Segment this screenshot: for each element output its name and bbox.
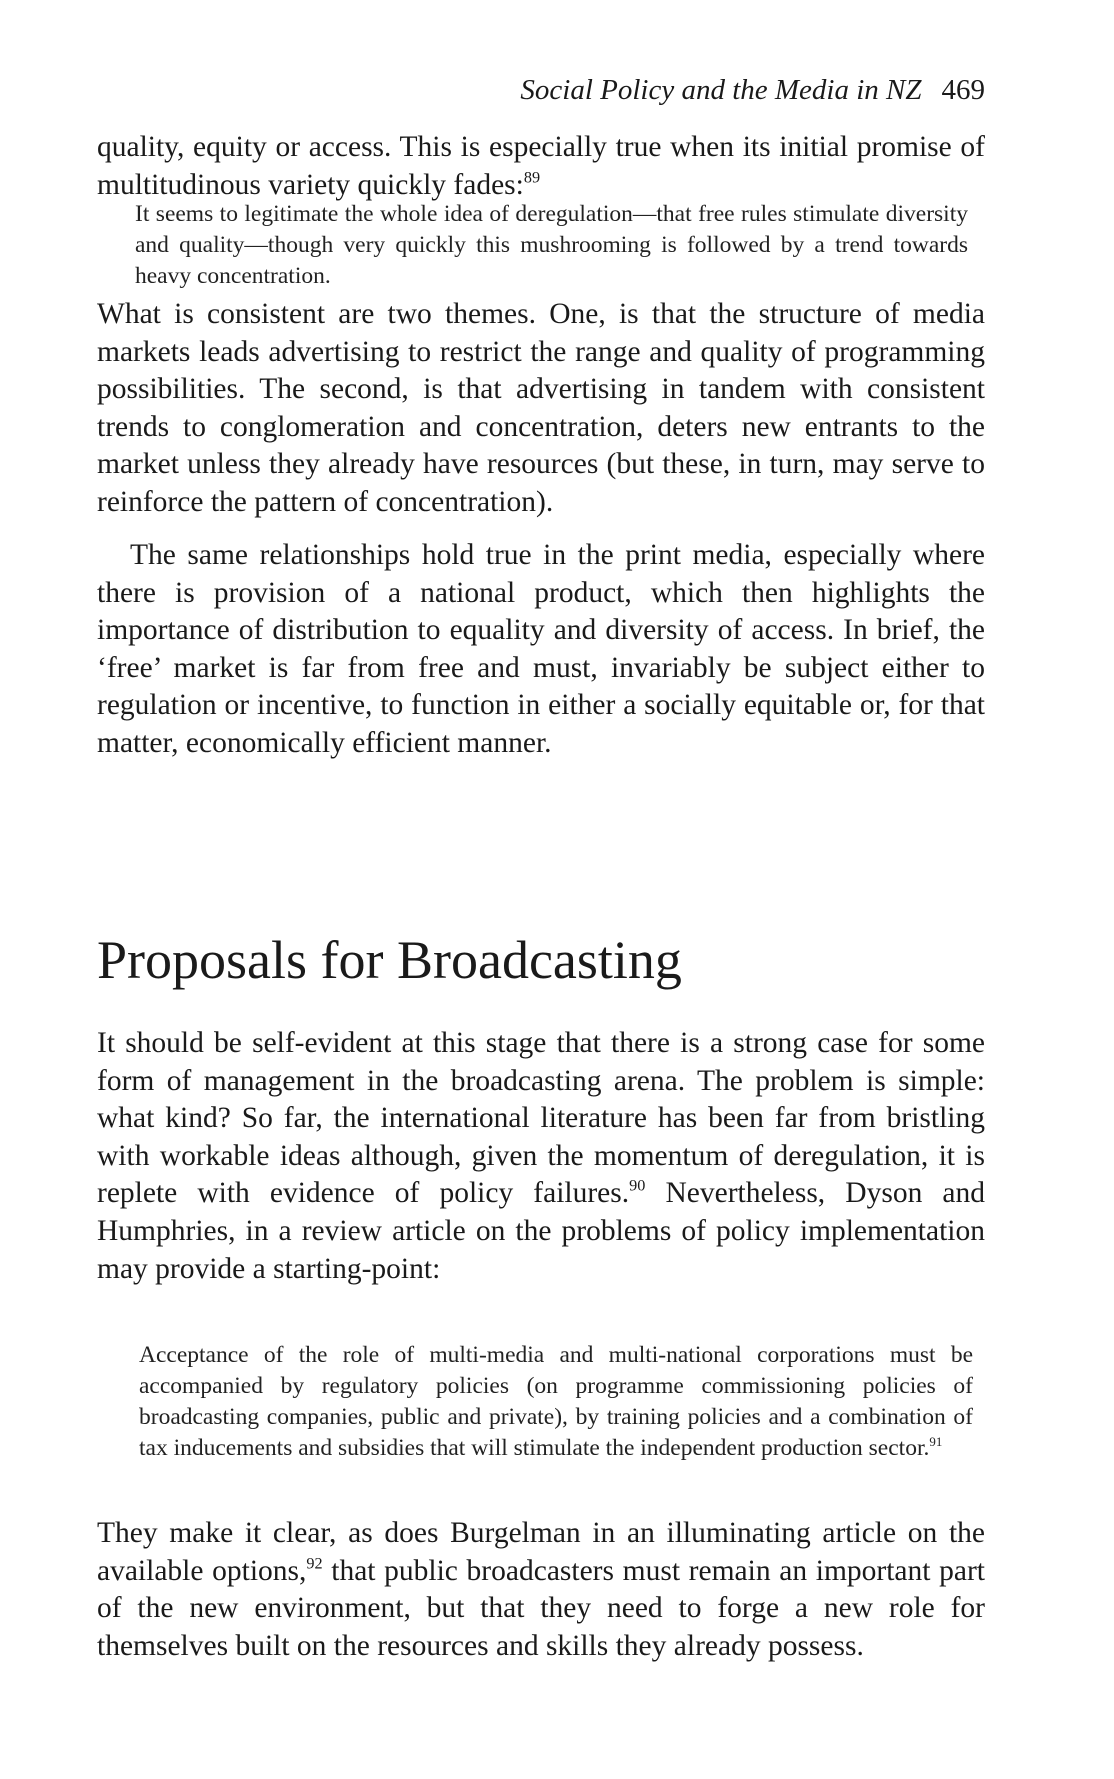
footnote-ref: 90 [629,1177,646,1196]
paragraph-text: quality, equity or access. This is especially true when its initial promise of multitudinous variety quickly fades: [97,131,985,201]
paragraph [97,1515,985,1665]
section-heading: Proposals for Broadcasting [97,930,682,990]
paragraph [97,1025,985,1288]
running-head-title: Social Policy and the Media in NZ [520,74,922,106]
book-page [97,0,985,1779]
paragraph-text-continued: Nevertheless, Dyson and Humphries, in a review article on the problems of policy implementation may provide a starting-point: [97,1177,986,1285]
paragraph-text-continued: that public broadcasters must remain an important part of the new environment, but that they need to forge a new role for themselves built on the resources and skills they already possess. [97,1554,985,1662]
page-number: 469 [941,74,985,106]
paragraph-text: It should be self-evident at this stage that there is a strong case for some form of management in the broadcasting arena. The problem is simple: what kind? So far, the international literature has been far from bristling with workable ideas although, given the momentum of deregulation, it is replete with evidence of policy failures. [97,1027,985,1210]
footnote-ref: 92 [306,1554,323,1573]
paragraph-continued [97,129,985,204]
running-head [520,74,985,107]
paragraph-text: They make it clear, as does Burgelman in an illuminating article on the available options, [97,1517,985,1587]
paragraph [97,296,985,522]
footnote-ref: 91 [929,1433,943,1449]
quote-text: Acceptance of the role of multi-media and multi-national corporations must be accompanied by regulatory policies (on programme commissioning policies of broadcasting companies, public and private), by training policies and a combination of tax inducements and subsidies that will stimulate the independent production sector. [139,1342,973,1461]
block-quote [135,199,968,292]
paragraph [97,537,985,763]
block-quote [139,1340,973,1464]
footnote-ref: 89 [523,168,541,187]
paragraph-text: The same relationships hold true in the print media, especially where there is provision of a national product, which then highlights the importance of distribution to equality and diversity of access. In brief, the ‘free’ market is far from free and must, invariably be subject either to regulation or incentive, to function in either a socially equitable or, for that matter, economically efficient manner. [97,539,985,759]
quote-text: It seems to legitimate the whole idea of deregulation—that free rules stimulate diversity and quality—though very quickly this mushrooming is followed by a trend towards heavy concentration. [135,201,968,289]
paragraph-text: What is consistent are two themes. One, is that the structure of media markets leads advertising to restrict the range and quality of programming possibilities. The second, is that advertising in tandem with consistent trends to conglomeration and concentration, deters new entrants to the market unless they already have resources (but these, in turn, may serve to reinforce the pattern of concentration). [97,298,985,518]
